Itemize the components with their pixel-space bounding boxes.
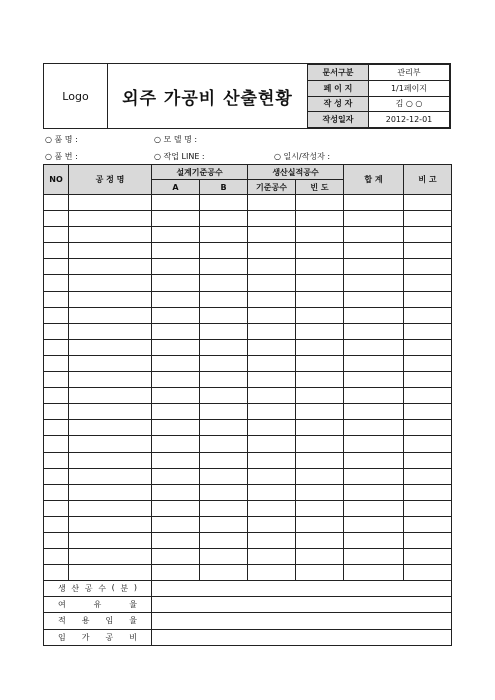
table-cell[interactable] [44,484,69,500]
approval-meta-table [307,64,450,128]
summary-label: 생 산 공 수 ( 분 ) [44,581,152,597]
table-cell[interactable] [152,565,200,581]
table-cell[interactable] [44,436,69,452]
table-cell[interactable] [152,259,200,275]
table-cell[interactable] [44,388,69,404]
table-cell[interactable] [248,404,296,420]
table-cell[interactable] [296,565,344,581]
table-cell[interactable] [44,372,69,388]
table-cell[interactable] [44,452,69,468]
table-cell[interactable] [344,549,404,565]
table-cell[interactable] [69,468,152,484]
table-cell[interactable] [344,339,404,355]
table-cell[interactable] [69,339,152,355]
table-cell[interactable] [200,516,248,532]
table-cell[interactable] [152,372,200,388]
table-cell[interactable] [248,549,296,565]
table-cell[interactable] [152,484,200,500]
table-cell[interactable] [200,307,248,323]
table-cell[interactable] [344,388,404,404]
meta-value: 관리부 [369,65,450,81]
table-cell[interactable] [344,275,404,291]
table-row [44,532,452,548]
table-cell[interactable] [404,355,452,371]
table-cell[interactable] [296,307,344,323]
group-actual-hours: 생산실적공수 [248,165,344,180]
table-cell[interactable] [44,323,69,339]
table-row [44,549,452,565]
table-cell[interactable] [296,243,344,259]
table-cell[interactable] [69,404,152,420]
table-row [44,420,452,436]
table-cell[interactable] [44,243,69,259]
table-cell[interactable] [344,307,404,323]
table-cell[interactable] [44,211,69,227]
table-cell[interactable] [248,516,296,532]
table-cell[interactable] [200,484,248,500]
col-no: NO [44,165,69,195]
table-cell[interactable] [404,275,452,291]
table-cell[interactable] [69,420,152,436]
table-cell[interactable] [44,307,69,323]
meta-key: 문서구분 [308,65,369,81]
table-cell[interactable] [404,549,452,565]
table-cell[interactable] [404,195,452,211]
table-cell[interactable] [404,291,452,307]
table-cell[interactable] [69,516,152,532]
logo: Logo [44,64,108,128]
table-cell[interactable] [200,227,248,243]
table-cell[interactable] [248,436,296,452]
table-cell[interactable] [296,388,344,404]
table-cell[interactable] [248,500,296,516]
table-cell[interactable] [44,420,69,436]
table-cell[interactable] [296,484,344,500]
table-cell[interactable] [404,500,452,516]
table-row [44,307,452,323]
table-cell[interactable] [248,227,296,243]
table-cell[interactable] [248,307,296,323]
table-row [44,500,452,516]
table-cell[interactable] [44,565,69,581]
table-cell[interactable] [69,549,152,565]
table-cell[interactable] [200,291,248,307]
table-cell[interactable] [152,468,200,484]
table-cell[interactable] [344,291,404,307]
table-cell[interactable] [44,404,69,420]
table-cell[interactable] [248,355,296,371]
table-cell[interactable] [152,404,200,420]
table-cell[interactable] [404,211,452,227]
table-cell[interactable] [69,565,152,581]
summary-row [44,629,452,645]
table-cell[interactable] [296,468,344,484]
col-note: 비 고 [404,165,452,195]
table-row [44,243,452,259]
table-cell[interactable] [296,404,344,420]
table-cell[interactable] [69,227,152,243]
table-cell[interactable] [248,259,296,275]
summary-row [44,597,452,613]
table-cell[interactable] [296,211,344,227]
table-cell[interactable] [404,420,452,436]
meta-key: 페 이 지 [308,80,369,96]
process-cost-table [43,164,452,646]
table-cell[interactable] [248,532,296,548]
table-cell[interactable] [296,500,344,516]
table-cell[interactable] [44,291,69,307]
table-row [44,565,452,581]
meta-value: 김 ○ ○ [369,96,450,112]
table-cell[interactable] [296,516,344,532]
meta-value: 2012-12-01 [369,112,450,128]
table-cell[interactable] [248,275,296,291]
table-cell[interactable] [344,500,404,516]
table-cell[interactable] [200,388,248,404]
table-cell[interactable] [44,516,69,532]
table-cell[interactable] [152,227,200,243]
date-author-field: ○ 일시/작성자 : [274,152,331,161]
table-cell[interactable] [200,404,248,420]
table-body [44,195,452,581]
table-cell[interactable] [344,532,404,548]
table-row [44,339,452,355]
table-cell[interactable] [200,436,248,452]
table-cell[interactable] [248,243,296,259]
table-cell[interactable] [152,420,200,436]
table-cell[interactable] [248,211,296,227]
summary-row [44,613,452,629]
product-number-field: ○ 품 번 : [45,152,78,161]
table-cell[interactable] [44,355,69,371]
table-cell[interactable] [152,211,200,227]
table-cell[interactable] [69,243,152,259]
table-cell[interactable] [200,549,248,565]
table-cell[interactable] [200,275,248,291]
table-row [44,323,452,339]
table-cell[interactable] [296,291,344,307]
col-total: 합 계 [344,165,404,195]
table-row [44,484,452,500]
table-cell[interactable] [248,565,296,581]
table-row [44,291,452,307]
meta-key: 작성일자 [308,112,369,128]
table-cell[interactable] [200,420,248,436]
table-cell[interactable] [344,516,404,532]
summary-label: 여 유 율 [44,597,152,613]
table-cell[interactable] [44,532,69,548]
table-cell[interactable] [200,355,248,371]
table-cell[interactable] [344,195,404,211]
table-cell[interactable] [404,372,452,388]
table-cell[interactable] [404,468,452,484]
table-cell[interactable] [344,436,404,452]
table-cell[interactable] [296,195,344,211]
table-cell[interactable] [296,259,344,275]
table-cell[interactable] [200,323,248,339]
table-cell[interactable] [152,500,200,516]
table-cell[interactable] [200,372,248,388]
table-cell[interactable] [69,355,152,371]
summary-value[interactable] [152,581,452,597]
table-cell[interactable] [248,484,296,500]
summary-value[interactable] [152,597,452,613]
table-cell[interactable] [200,452,248,468]
table-cell[interactable] [200,339,248,355]
table-cell[interactable] [152,532,200,548]
table-cell[interactable] [200,565,248,581]
table-cell[interactable] [404,565,452,581]
table-cell[interactable] [152,307,200,323]
summary-label: 적 용 임 율 [44,613,152,629]
table-cell[interactable] [404,532,452,548]
summary-row [44,581,452,597]
summary-label: 임 가 공 비 [44,629,152,645]
table-cell[interactable] [44,500,69,516]
table-cell[interactable] [44,227,69,243]
table-cell[interactable] [69,259,152,275]
table-cell[interactable] [344,259,404,275]
meta-key: 작 성 자 [308,96,369,112]
table-cell[interactable] [404,436,452,452]
table-cell[interactable] [344,227,404,243]
table-row [44,452,452,468]
table-cell[interactable] [296,532,344,548]
table-cell[interactable] [404,323,452,339]
table-cell[interactable] [296,372,344,388]
table-cell[interactable] [296,227,344,243]
table-cell[interactable] [344,452,404,468]
table-row [44,468,452,484]
table-cell[interactable] [152,275,200,291]
table-cell[interactable] [404,243,452,259]
table-cell[interactable] [200,532,248,548]
table-cell[interactable] [200,211,248,227]
table-cell[interactable] [152,388,200,404]
table-cell[interactable] [200,243,248,259]
table-cell[interactable] [152,323,200,339]
group-design-hours: 설계기준공수 [152,165,248,180]
table-cell[interactable] [248,388,296,404]
table-row [44,355,452,371]
table-row [44,211,452,227]
table-cell[interactable] [344,565,404,581]
table-cell[interactable] [296,275,344,291]
table-cell[interactable] [404,339,452,355]
table-cell[interactable] [152,195,200,211]
table-cell[interactable] [344,468,404,484]
document-title: 외주 가공비 산출현황 [122,88,293,109]
table-cell[interactable] [44,468,69,484]
col-frequency: 빈 도 [296,180,344,195]
table-cell[interactable] [152,452,200,468]
table-cell[interactable] [69,500,152,516]
table-cell[interactable] [248,452,296,468]
table-cell[interactable] [404,516,452,532]
table-cell[interactable] [69,532,152,548]
table-cell[interactable] [404,404,452,420]
table-cell[interactable] [296,323,344,339]
table-cell[interactable] [344,404,404,420]
table-cell[interactable] [296,355,344,371]
table-cell[interactable] [296,549,344,565]
table-cell[interactable] [344,243,404,259]
table-cell[interactable] [344,420,404,436]
document-header [43,63,451,129]
table-cell[interactable] [296,452,344,468]
model-name-field: ○ 모 델 명 : [154,135,198,144]
table-cell[interactable] [248,291,296,307]
table-cell[interactable] [69,307,152,323]
meta-value: 1/1페이지 [369,80,450,96]
product-name-field: ○ 품 명 : [45,135,78,144]
table-row [44,404,452,420]
work-line-field: ○ 작업 LINE : [154,152,205,161]
col-a: A [152,180,200,195]
table-cell[interactable] [152,243,200,259]
table-cell[interactable] [69,388,152,404]
table-row [44,516,452,532]
table-cell[interactable] [404,484,452,500]
table-cell[interactable] [152,339,200,355]
table-cell[interactable] [69,484,152,500]
table-cell[interactable] [404,388,452,404]
table-cell[interactable] [404,227,452,243]
table-cell[interactable] [248,195,296,211]
table-row [44,372,452,388]
col-standard-hours: 기준공수 [248,180,296,195]
table-cell[interactable] [44,195,69,211]
table-cell[interactable] [404,307,452,323]
table-cell[interactable] [152,291,200,307]
table-row [44,275,452,291]
table-footer [44,581,452,645]
table-cell[interactable] [152,436,200,452]
table-cell[interactable] [200,468,248,484]
summary-value[interactable] [152,613,452,629]
table-cell[interactable] [69,211,152,227]
table-cell[interactable] [69,195,152,211]
table-cell[interactable] [344,323,404,339]
table-cell[interactable] [248,420,296,436]
table-cell[interactable] [200,500,248,516]
table-cell[interactable] [404,259,452,275]
table-cell[interactable] [152,516,200,532]
table-cell[interactable] [344,372,404,388]
table-cell[interactable] [344,484,404,500]
summary-value[interactable] [152,629,452,645]
table-row [44,259,452,275]
table-row [44,388,452,404]
table-cell[interactable] [152,355,200,371]
table-row [44,436,452,452]
table-cell[interactable] [69,436,152,452]
table-cell[interactable] [44,549,69,565]
table-cell[interactable] [248,468,296,484]
table-cell[interactable] [248,339,296,355]
table-cell[interactable] [296,436,344,452]
table-cell[interactable] [69,323,152,339]
table-cell[interactable] [44,339,69,355]
col-process-name: 공 정 명 [69,165,152,195]
table-cell[interactable] [44,275,69,291]
table-row [44,195,452,211]
table-cell[interactable] [69,275,152,291]
table-cell[interactable] [69,291,152,307]
table-cell[interactable] [296,339,344,355]
table-cell[interactable] [69,372,152,388]
table-row [44,227,452,243]
table-cell[interactable] [344,355,404,371]
table-cell[interactable] [296,420,344,436]
col-b: B [200,180,248,195]
table-cell[interactable] [248,372,296,388]
table-cell[interactable] [248,323,296,339]
table-cell[interactable] [200,195,248,211]
table-cell[interactable] [344,211,404,227]
table-cell[interactable] [69,452,152,468]
table-cell[interactable] [200,259,248,275]
table-cell[interactable] [152,549,200,565]
table-cell[interactable] [44,259,69,275]
table-cell[interactable] [404,452,452,468]
